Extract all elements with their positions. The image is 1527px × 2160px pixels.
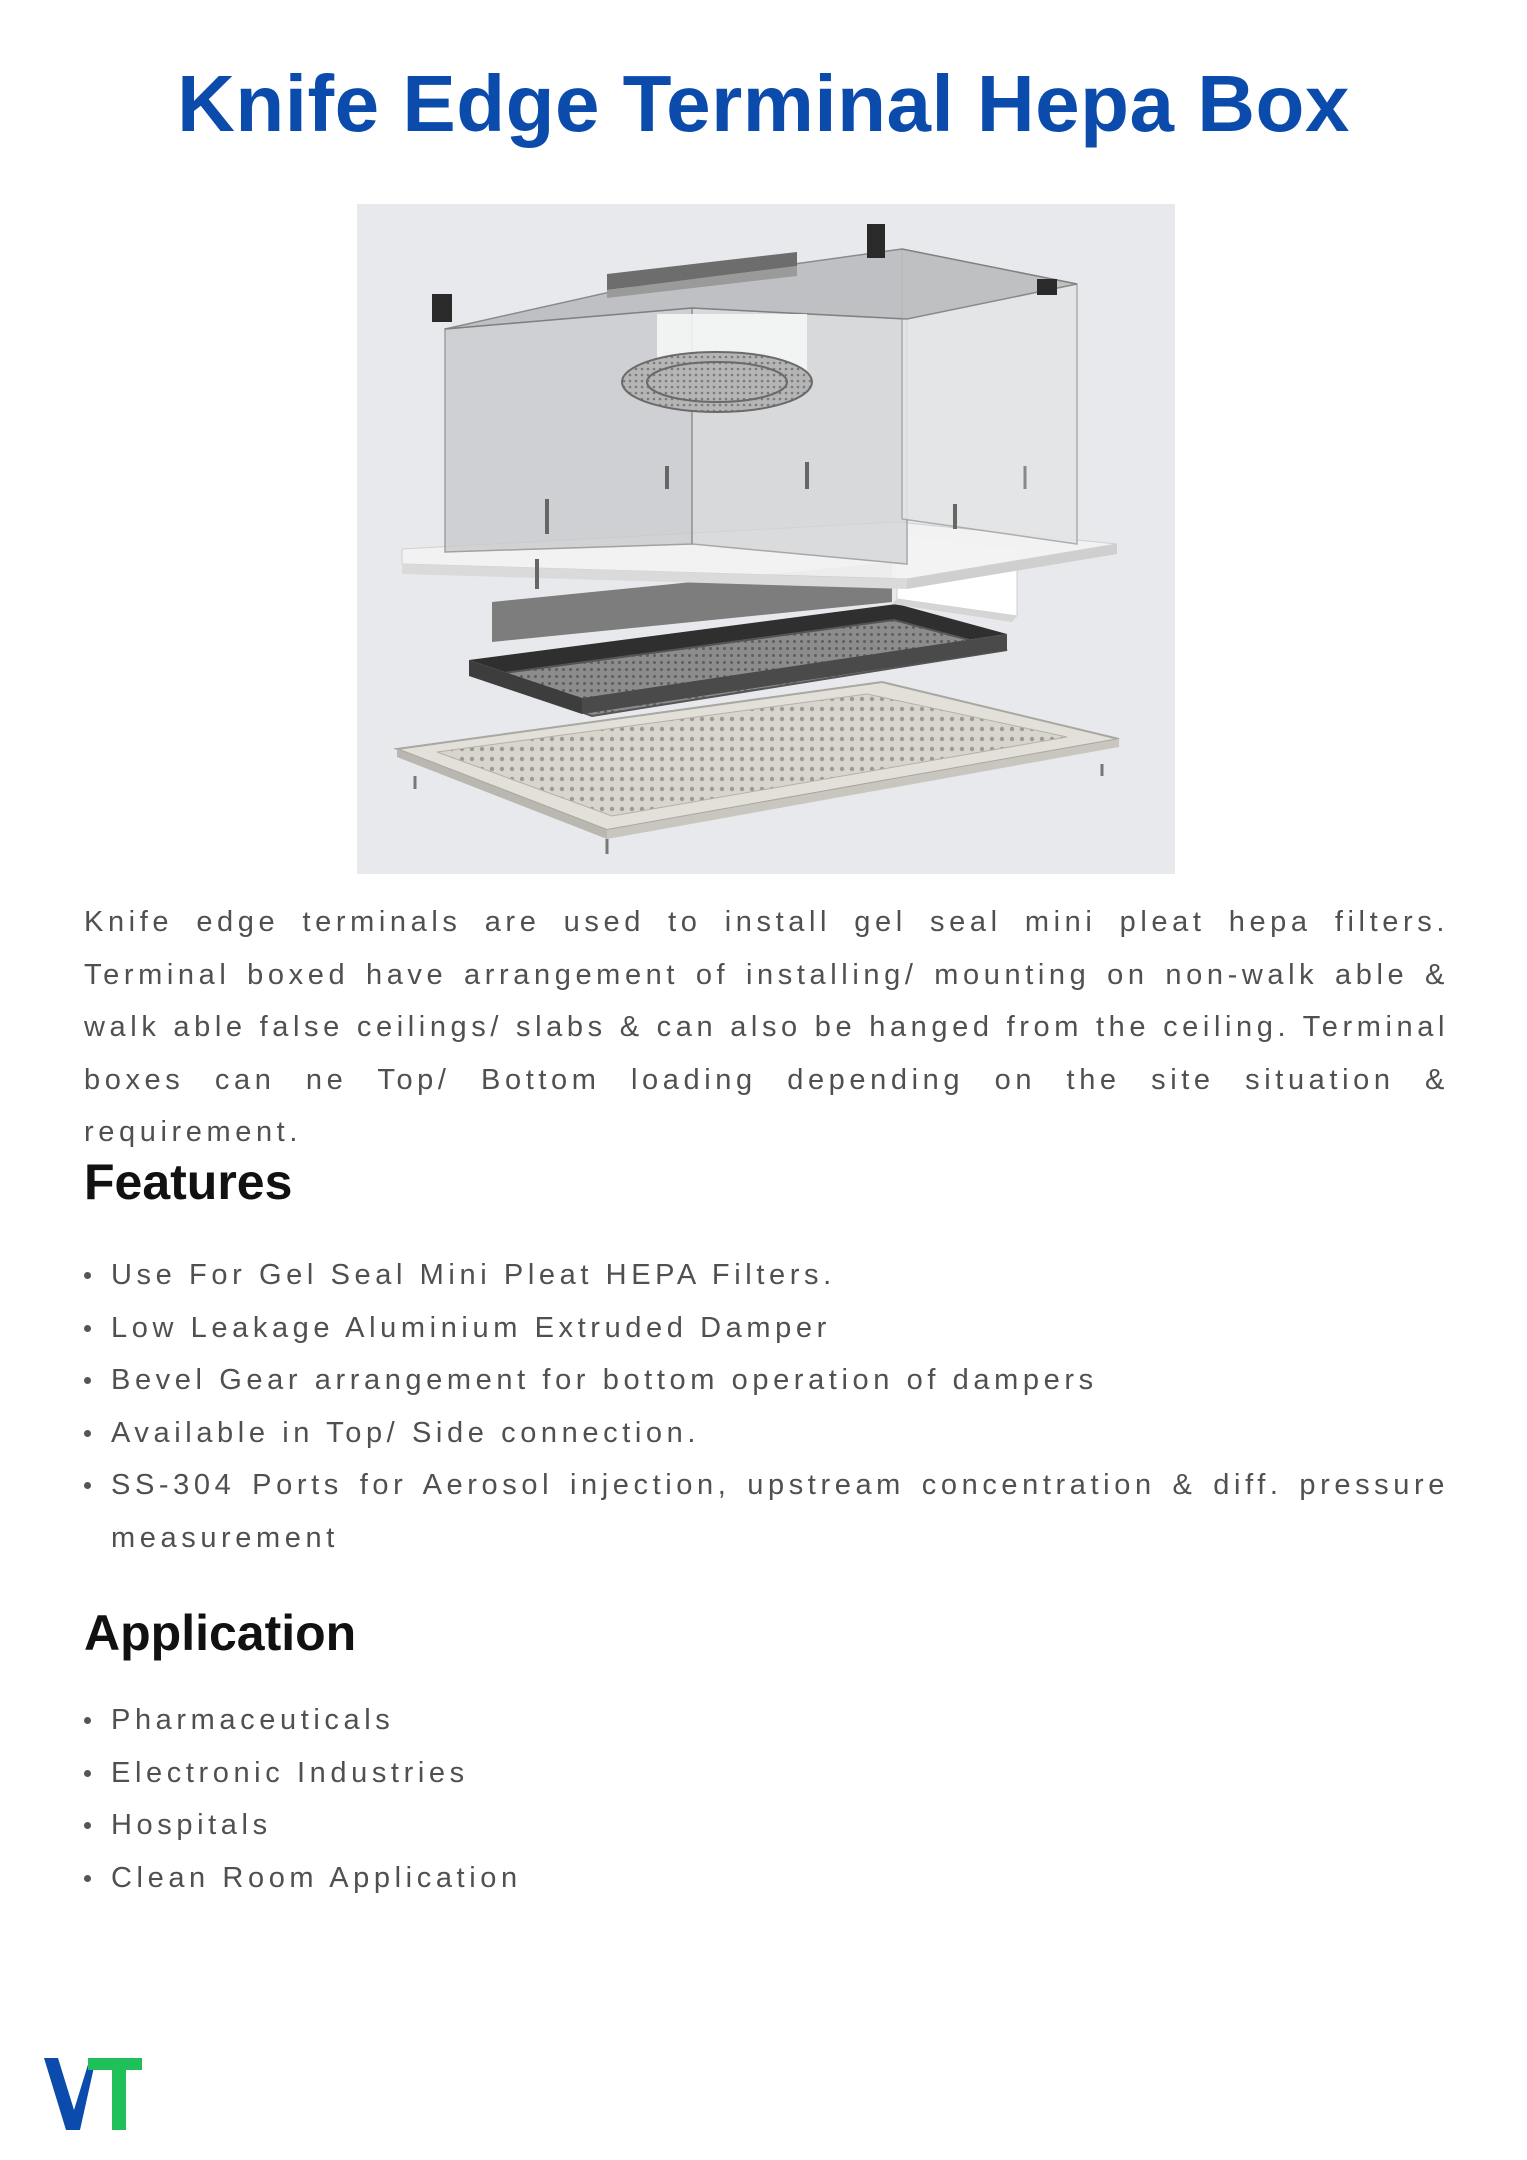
vt-logo: [44, 2058, 142, 2130]
intro-paragraph: Knife edge terminals are used to install gel seal mini pleat hepa filters. Terminal boxed have arrangement of installing/ mounting on non-walk able & walk able false ceilings/ slabs & can also be hanged from the ceiling. Terminal boxes can ne Top/ Bottom loading depending on the site situation & requirement.: [84, 906, 1449, 1148]
list-item: Clean Room Application: [84, 1852, 1449, 1905]
list-item: Bevel Gear arrangement for bottom operation of dampers: [84, 1354, 1449, 1407]
application-list: [84, 1694, 1449, 1904]
list-item: Use For Gel Seal Mini Pleat HEPA Filters.: [84, 1249, 1449, 1302]
list-item: Available in Top/ Side connection.: [84, 1407, 1449, 1460]
application-heading: Application: [84, 1605, 357, 1661]
diffuser-grille: [397, 682, 1119, 854]
list-item: Low Leakage Aluminium Extruded Damper: [84, 1302, 1449, 1355]
product-image: [357, 204, 1175, 874]
plenum-housing: [402, 224, 1117, 589]
list-item: SS-304 Ports for Aerosol injection, upstream concentration & diff. pressure measurement: [84, 1459, 1449, 1564]
list-item: Pharmaceuticals: [84, 1694, 1449, 1747]
features-heading: Features: [84, 1154, 293, 1210]
list-item: Hospitals: [84, 1799, 1449, 1852]
features-list: [84, 1249, 1449, 1564]
list-item: Electronic Industries: [84, 1747, 1449, 1800]
page-title: Knife Edge Terminal Hepa Box: [177, 59, 1350, 148]
